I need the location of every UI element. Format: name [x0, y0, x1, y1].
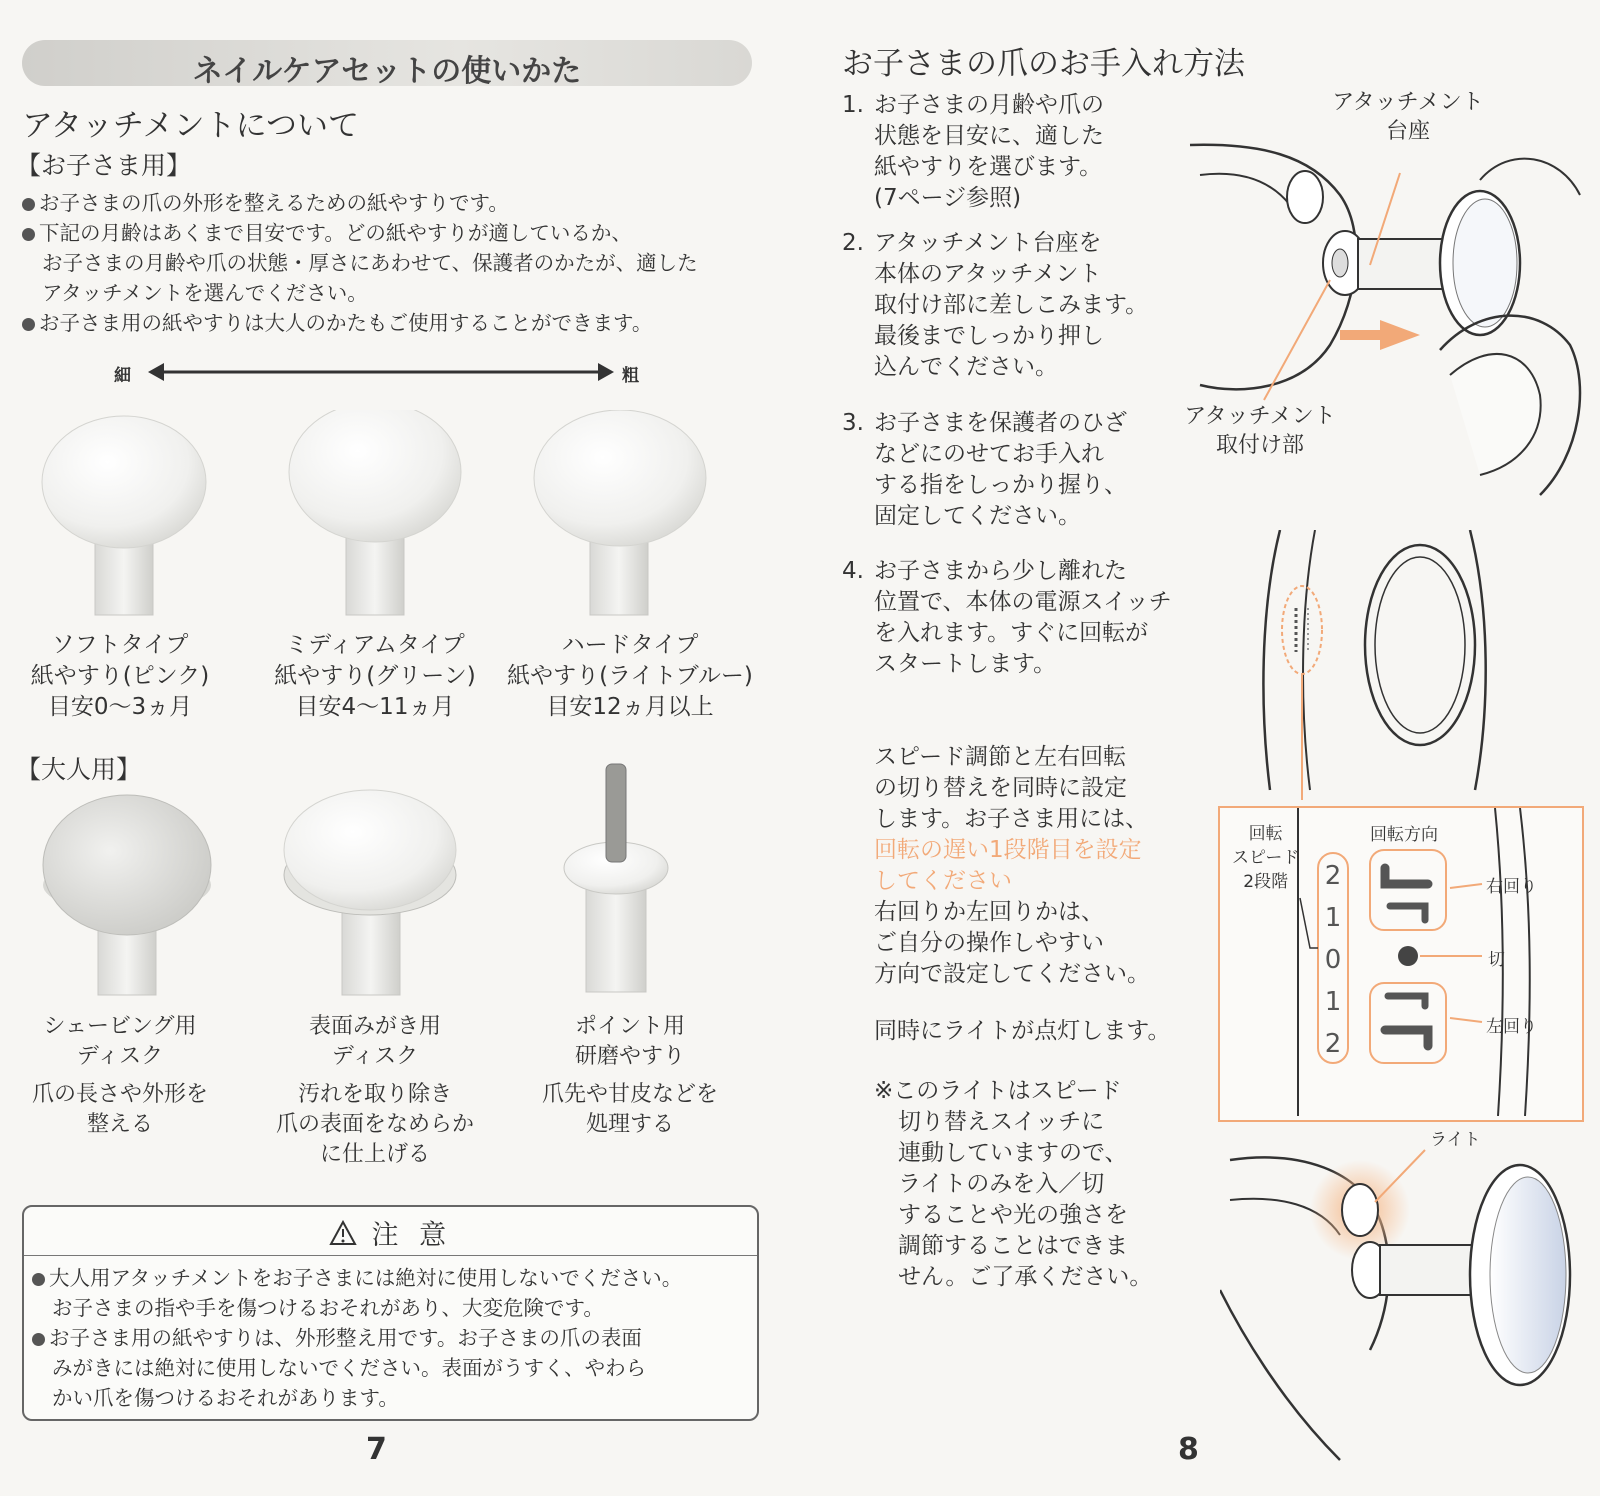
page-number-left: 7	[366, 1432, 387, 1467]
right-page	[800, 0, 1600, 1496]
kids-attachment-soft: ソフトタイプ 紙やすり(ピンク) 目安0〜3ヵ月	[30, 632, 210, 720]
adult-attachment-shaving: シェービング用 ディスク 爪の長さや外形を 整える	[31, 1014, 208, 1137]
light-label: ライト	[1430, 1130, 1481, 1150]
right-turn-label: 右回り	[1486, 877, 1537, 897]
kids-bullets	[22, 188, 782, 338]
caution-lines: 大人用アタッチメントをお子さまには絶対に使用しないでください。 お子さまの指や手を傷つけるおそれがあり、大変危険です。 お子さま用の紙やすりは、外形整え用です。お子さまの爪の表面 みがきには絶対に使用しないでください。表面がうすく、やわら かい爪を傷つけるおそれがあります。	[32, 1263, 752, 1413]
point-file-icon	[564, 764, 668, 992]
speed-note: スピード調節と左右回転 の切り替えを同時に設定 します。お子さま用には、 回転の遅い1段階目を設定 してください 右回りか左回りかは、 ご自分の操作しやすい 方向で設定してください。	[874, 742, 1214, 990]
caution-header	[24, 1213, 757, 1253]
kids-attachments-illustration	[30, 410, 750, 620]
off-label: 切	[1488, 950, 1505, 970]
section-title: ネイルケアセットの使いかた	[192, 54, 582, 89]
attachment-base-label: アタッチメント 台座	[1332, 90, 1484, 144]
bullet-item: お子さま用の紙やすりは大人のかたもご使用することができます。	[22, 308, 782, 338]
caution-divider	[24, 1255, 757, 1256]
bullet-item: お子さまの爪の外形を整えるための紙やすりです。	[22, 188, 782, 218]
kids-label: 【お子さま用】	[16, 151, 192, 180]
light-remark: ※このライトはスピード 切り替えスイッチに 連動していますので、 ライトのみを入／切 することや光の強さを 調節することはできま せん。ご了承ください。	[874, 1078, 1153, 1290]
light-note: 同時にライトが点灯します。	[874, 1018, 1171, 1044]
scale-fine-label: 細	[114, 366, 131, 386]
step-4: 4. お子さまから少し離れた 位置で、本体の電源スイッチ を入れます。すぐに回転が スタートします。	[842, 558, 1172, 677]
step-2: 2. アタッチメント台座を 本体のアタッチメント 取付け部に差しこみます。 最後までしっかり押し 込んでください。	[842, 230, 1149, 380]
speed-label: 回転 スピード 2段階	[1232, 824, 1300, 892]
warning-icon	[329, 1220, 357, 1253]
soft-attachment-icon	[42, 416, 206, 615]
attachment-mount-label: アタッチメント 取付け部	[1184, 404, 1336, 458]
section-title-band	[22, 40, 752, 89]
medium-attachment-icon	[289, 410, 461, 615]
shaving-disc-icon	[43, 795, 211, 995]
kids-attachment-hard: ハードタイプ 紙やすり(ライトブルー) 目安12ヵ月以上	[507, 632, 753, 720]
adult-attachments-illustration	[30, 760, 750, 1000]
caution-box	[22, 1205, 759, 1421]
caution-title: 注 意	[371, 1220, 453, 1251]
attachment-heading: アタッチメントについて	[22, 108, 359, 144]
left-page	[0, 0, 790, 1496]
speed-note-emphasis: 回転の遅い1段階目を設定	[874, 837, 1142, 863]
bullet-icon	[22, 318, 35, 331]
switch-body-illustration	[1220, 530, 1520, 800]
page-number-right: 8	[1178, 1432, 1199, 1467]
step-1: 1. お子さまの月齢や爪の 状態を目安に、適した 紙やすりを選びます。 (7ページ参照)	[842, 92, 1104, 211]
kids-attachment-medium: ミディアムタイプ 紙やすり(グリーン) 目安4〜11ヵ月	[274, 632, 476, 720]
care-heading: お子さまの爪のお手入れ方法	[842, 46, 1245, 82]
bullet-icon	[22, 228, 35, 241]
direction-label: 回転方向	[1370, 825, 1438, 845]
speed-dial-numbers: 2 1 0 1 2	[1324, 861, 1342, 1059]
polishing-disc-icon	[284, 790, 456, 995]
adult-label: 【大人用】	[16, 755, 142, 784]
bullet-continuation: お子さまの月齢や爪の状態・厚さにあわせて、保護者のかたが、適した	[42, 251, 698, 275]
adult-attachment-polishing: 表面みがき用 ディスク 汚れを取り除き 爪の表面をなめらか に仕上げる	[275, 1014, 474, 1167]
bullet-icon	[22, 198, 35, 211]
scale-coarse-label: 粗	[622, 366, 639, 386]
scale-arrow-icon	[148, 360, 614, 384]
bullet-continuation: アタッチメントを選んでください。	[42, 281, 368, 305]
bullet-icon	[32, 1273, 45, 1286]
bullet-icon	[32, 1333, 45, 1346]
bullet-item: 下記の月齢はあくまで目安です。どの紙やすりが適しているか、	[22, 218, 782, 248]
adult-attachment-point: ポイント用 研磨やすり 爪先や甘皮などを 処理する	[541, 1014, 718, 1137]
step-3: 3. お子さまを保護者のひざ などにのせてお手入れ する指をしっかり握り、 固定してください。	[842, 410, 1127, 529]
light-illustration	[1220, 1140, 1590, 1470]
left-turn-label: 左回り	[1486, 1017, 1537, 1037]
hard-attachment-icon	[534, 410, 706, 615]
